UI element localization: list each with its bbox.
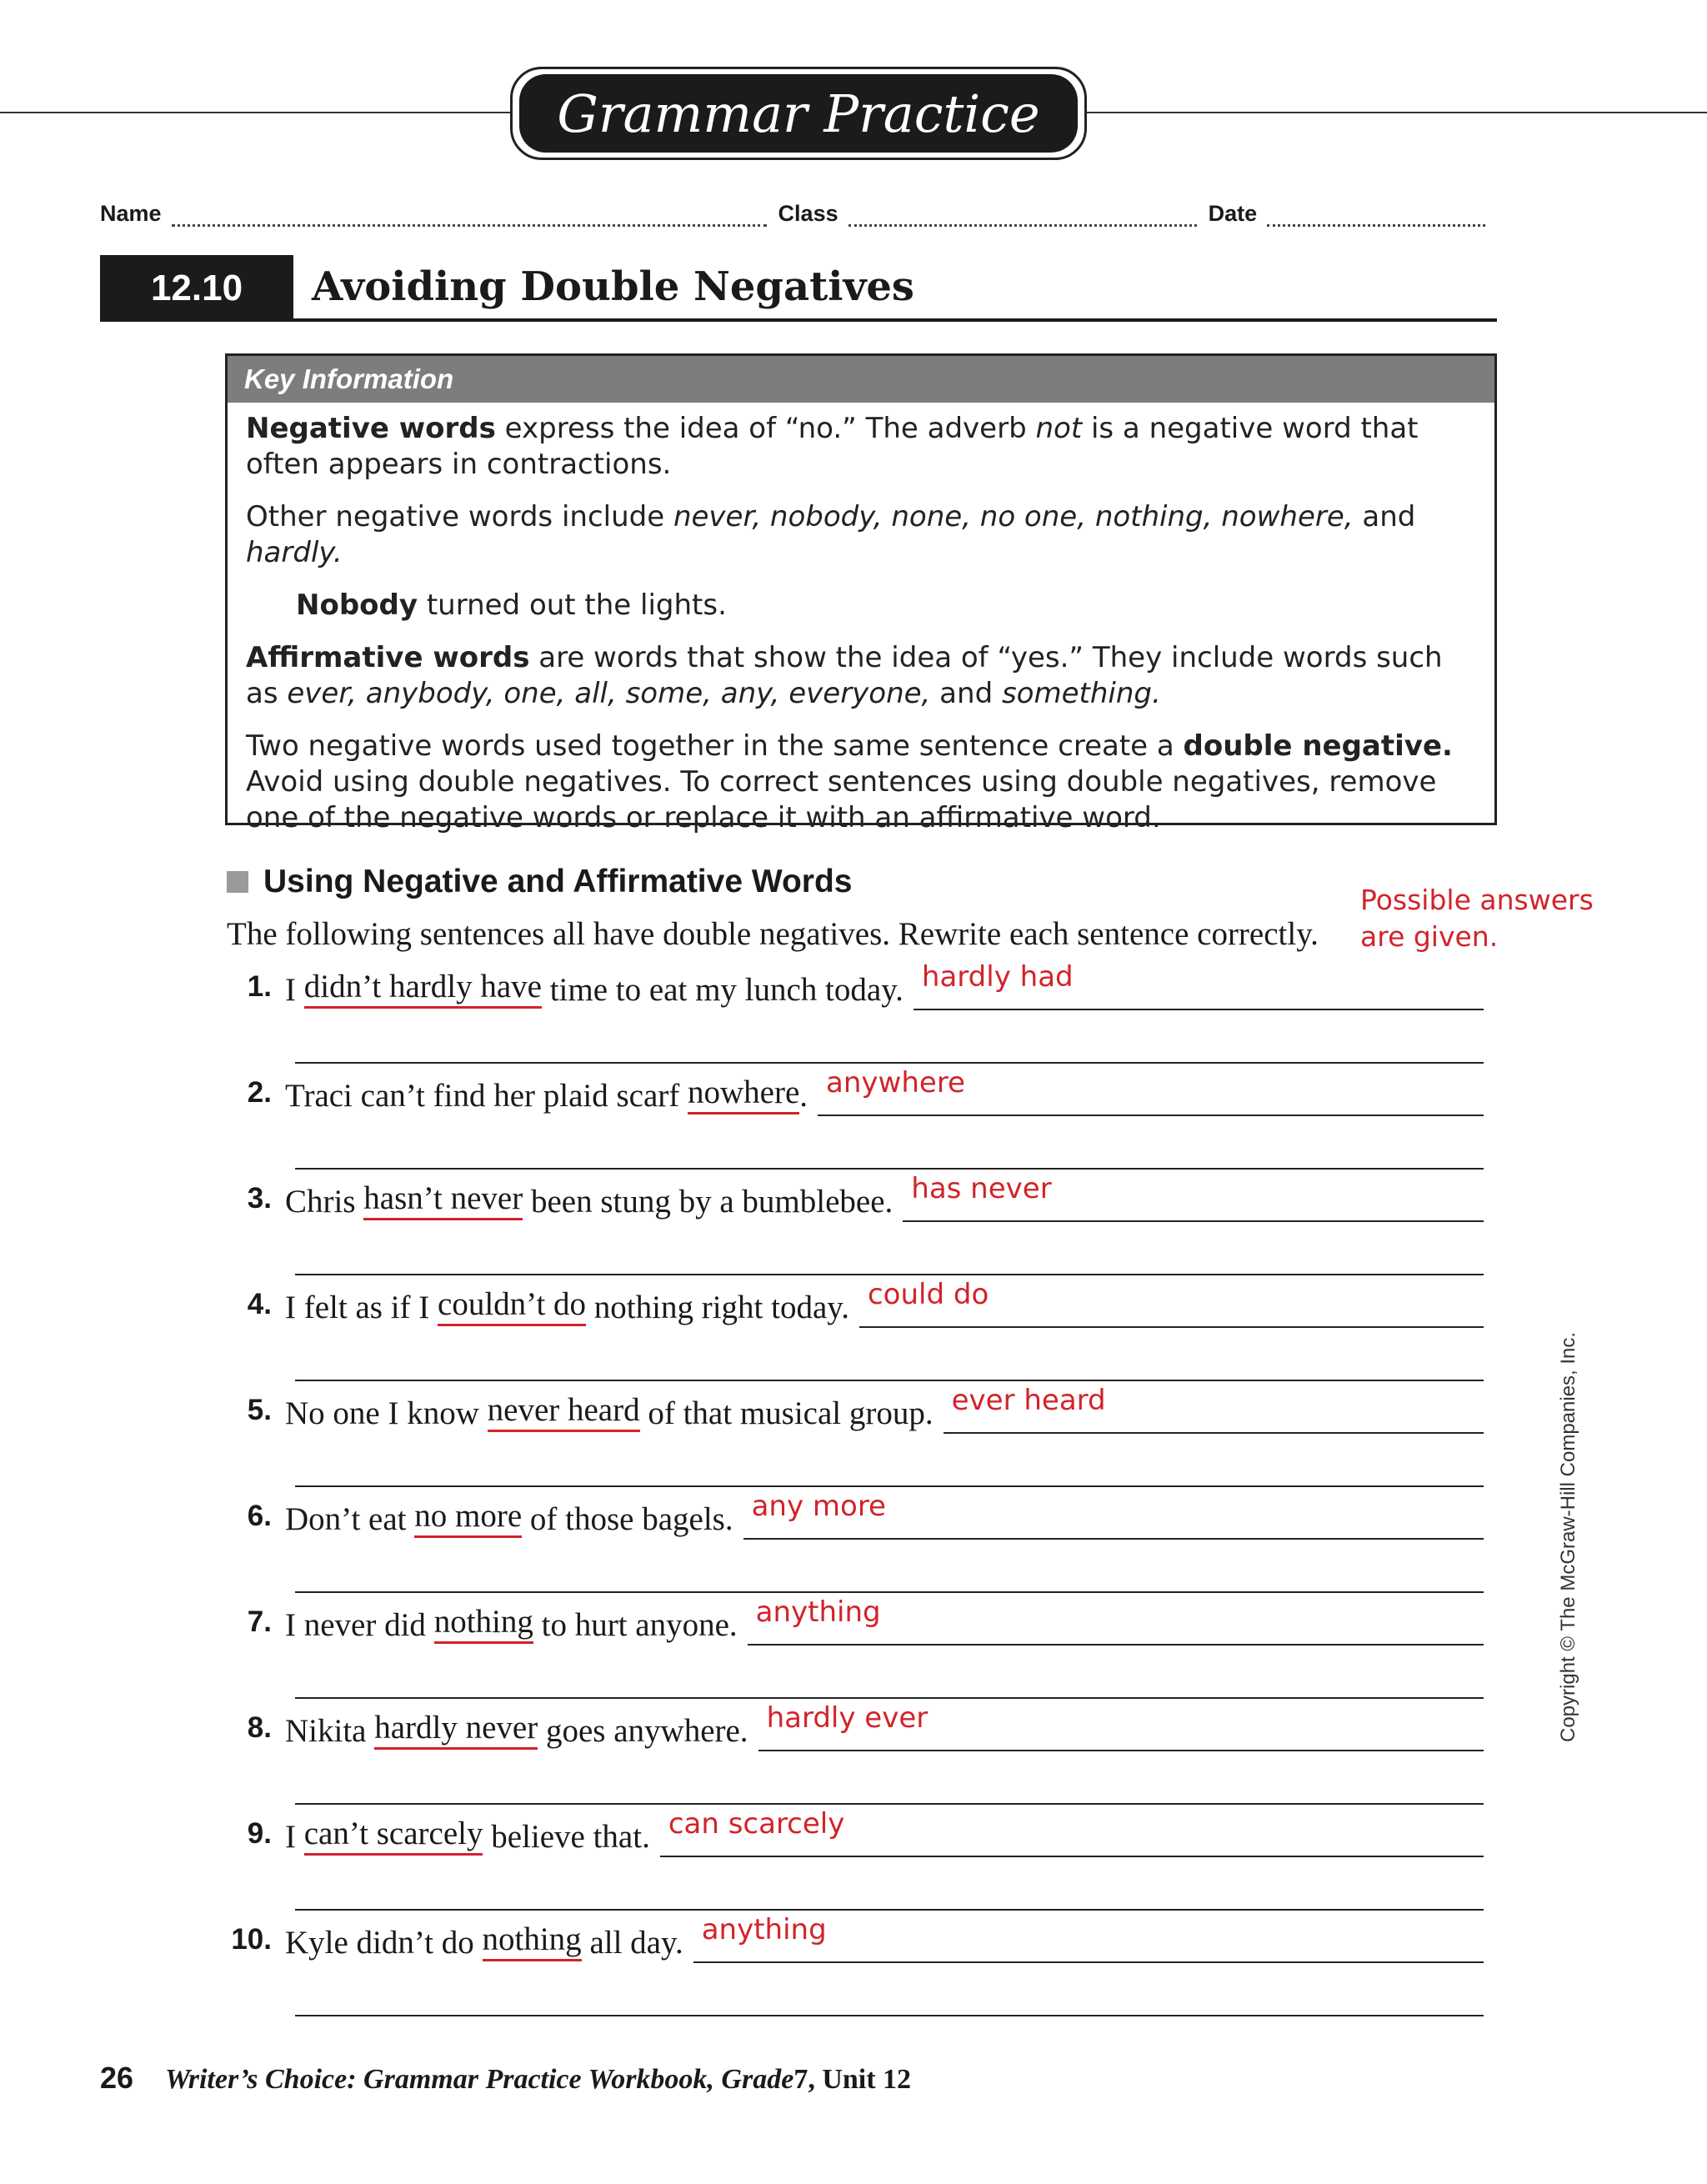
date-label: Date [1208, 201, 1258, 226]
sentence-text: been stung by a bumblebee. [523, 1184, 894, 1220]
handwritten-answer: can scarcely [668, 1807, 845, 1841]
key-text: Other negative words include [246, 500, 673, 533]
sentence-text: No one I know [285, 1395, 488, 1431]
note-line: are given. [1360, 920, 1499, 953]
sentence-text: Nikita [285, 1713, 375, 1749]
book-title: Writer’s Choice: Grammar Practice Workbook, Grade [165, 2064, 794, 2095]
key-italic: not [1035, 412, 1083, 445]
square-bullet-icon [227, 871, 248, 893]
key-para-negative [246, 411, 1476, 483]
key-text: turned out the lights. [418, 589, 727, 622]
double-negative-underline: hasn’t never [363, 1180, 523, 1220]
page-footer [100, 2061, 911, 2096]
item-number: 5. [247, 1394, 272, 1426]
item-sentence [285, 1814, 650, 1856]
sentence-text: nothing right today. [586, 1290, 849, 1325]
item-number: 7. [247, 1605, 272, 1638]
sentence-text: Chris [285, 1184, 364, 1220]
double-negative-underline: couldn’t do [438, 1285, 586, 1326]
item-sentence [285, 1920, 683, 1961]
answer-line[interactable] [748, 1644, 1484, 1646]
key-para-affirmative [246, 640, 1476, 712]
key-information-box [225, 353, 1497, 834]
item-sentence [285, 1390, 934, 1432]
sentence-text: all day. [581, 1925, 683, 1961]
answer-line[interactable] [818, 1115, 1484, 1116]
answer-line[interactable] [914, 1009, 1484, 1010]
double-negative-underline: nowhere [688, 1074, 799, 1115]
name-class-date-line [100, 193, 1497, 227]
key-bold: Nobody [296, 589, 418, 622]
handwritten-answer: has never [911, 1172, 1052, 1205]
handwritten-answer: could do [867, 1278, 989, 1311]
double-negative-underline: nothing [483, 1921, 582, 1961]
key-information-body [246, 411, 1476, 853]
name-label: Name [100, 201, 162, 226]
sentence-text: of that musical group. [639, 1395, 934, 1431]
key-text: are words that show the idea of “yes.” They include words such as [246, 641, 1443, 710]
possible-answers-note [1360, 882, 1594, 955]
title-banner [510, 67, 1087, 160]
handwritten-answer: anywhere [826, 1066, 965, 1100]
sentence-text: to hurt anyone. [533, 1607, 738, 1643]
class-label: Class [778, 201, 838, 226]
key-information-heading: Key Information [228, 356, 1494, 403]
answer-line[interactable] [903, 1220, 1484, 1222]
sentence-text: I [285, 972, 304, 1008]
handwritten-answer: any more [751, 1490, 886, 1523]
answer-line[interactable] [859, 1326, 1484, 1328]
item-sentence [285, 1285, 849, 1326]
double-negative-underline: didn’t hardly have [304, 968, 542, 1009]
grade-unit: 7, Unit 12 [793, 2064, 912, 2095]
key-text: express the idea of “no.” The adverb [495, 412, 1036, 445]
key-italic: ever, anybody, one, all, some, any, everyone, [287, 677, 931, 710]
sentence-text: I felt as if I [285, 1290, 438, 1325]
class-field[interactable] [848, 206, 1197, 227]
page-number: 26 [100, 2061, 134, 2095]
term-double-negative: double negative. [1183, 729, 1453, 763]
item-number: 3. [247, 1182, 272, 1215]
note-line: Possible answers [1360, 884, 1594, 916]
term-negative-words: Negative words [246, 412, 496, 445]
answer-line[interactable] [295, 1062, 1484, 1064]
item-number: 1. [247, 970, 272, 1003]
item-number: 10. [231, 1923, 272, 1956]
item-sentence [285, 1179, 893, 1220]
sentence-text: Kyle didn’t do [285, 1925, 483, 1961]
key-text: is a negative word that often appears in contractions. [246, 412, 1419, 481]
double-negative-underline: no more [414, 1497, 522, 1538]
sentence-text: believe that. [483, 1819, 650, 1855]
answer-line[interactable] [295, 1591, 1484, 1593]
answer-line[interactable] [295, 1697, 1484, 1699]
answer-line[interactable] [295, 1380, 1484, 1381]
double-negative-underline: nothing [434, 1603, 533, 1644]
handwritten-answer: hardly ever [766, 1701, 929, 1735]
exercise-heading [227, 864, 852, 900]
section-number: 12.10 [100, 255, 293, 322]
section-title: Avoiding Double Negatives [312, 263, 914, 310]
item-sentence [285, 1073, 808, 1115]
handwritten-answer: hardly had [921, 960, 1074, 994]
sentence-text: I never did [285, 1607, 434, 1643]
answer-line[interactable] [660, 1856, 1484, 1857]
section-rule [293, 318, 1497, 322]
sentence-text: goes anywhere. [538, 1713, 748, 1749]
answer-line[interactable] [295, 1803, 1484, 1805]
term-affirmative-words: Affirmative words [246, 641, 530, 674]
page-title: Grammar Practice [557, 83, 1040, 144]
item-sentence [285, 1708, 748, 1750]
answer-line[interactable] [295, 1274, 1484, 1275]
answer-line[interactable] [743, 1538, 1484, 1540]
answer-line[interactable] [295, 1909, 1484, 1911]
key-text: and [1353, 500, 1416, 533]
item-number: 4. [247, 1288, 272, 1320]
key-italic: something. [1001, 677, 1161, 710]
answer-line[interactable] [944, 1432, 1484, 1434]
key-text: Avoid using double negatives. To correct sentences using double negatives, remove one of the negative words or replace it with an affirmative word. [246, 765, 1437, 834]
sentence-text: . [799, 1078, 808, 1114]
copyright-notice: Copyright © The McGraw-Hill Companies, Inc. [1557, 1331, 1579, 1742]
answer-line[interactable] [758, 1750, 1484, 1751]
item-sentence [285, 1602, 738, 1644]
double-negative-underline: can’t scarcely [304, 1815, 483, 1856]
exercise-directions: The following sentences all have double negatives. Rewrite each sentence correctly. [227, 916, 1319, 952]
handwritten-answer: ever heard [951, 1384, 1106, 1417]
answer-line[interactable] [295, 1168, 1484, 1170]
key-italic: hardly. [246, 536, 343, 569]
sentence-text: I [285, 1819, 304, 1855]
double-negative-underline: never heard [488, 1391, 640, 1432]
item-number: 6. [247, 1500, 272, 1532]
key-para-other-negatives [246, 499, 1476, 571]
double-negative-underline: hardly never [374, 1709, 538, 1750]
sentence-text: Don’t eat [285, 1501, 415, 1537]
handwritten-answer: anything [755, 1595, 881, 1629]
answer-line[interactable] [295, 1485, 1484, 1487]
sentence-text: time to eat my lunch today. [541, 972, 904, 1008]
key-example [246, 588, 1476, 624]
key-italic: never, nobody, none, no one, nothing, nowhere, [673, 500, 1354, 533]
answer-line[interactable] [693, 1961, 1484, 1963]
item-number: 8. [247, 1711, 272, 1744]
name-field[interactable] [172, 206, 767, 227]
item-number: 9. [247, 1817, 272, 1850]
date-field[interactable] [1267, 206, 1485, 227]
item-sentence [285, 1496, 733, 1538]
key-para-double-negative [246, 729, 1476, 836]
answer-line[interactable] [295, 2015, 1484, 2016]
handwritten-answer: anything [701, 1913, 827, 1946]
sentence-text: of those bagels. [522, 1501, 733, 1537]
key-text: Two negative words used together in the same sentence create a [246, 729, 1184, 763]
item-number: 2. [247, 1076, 272, 1109]
key-text: and [930, 677, 1002, 710]
exercise-heading-text: Using Negative and Affirmative Words [263, 864, 853, 899]
sentence-text: Traci can’t find her plaid scarf [285, 1078, 688, 1114]
item-sentence [285, 967, 904, 1009]
